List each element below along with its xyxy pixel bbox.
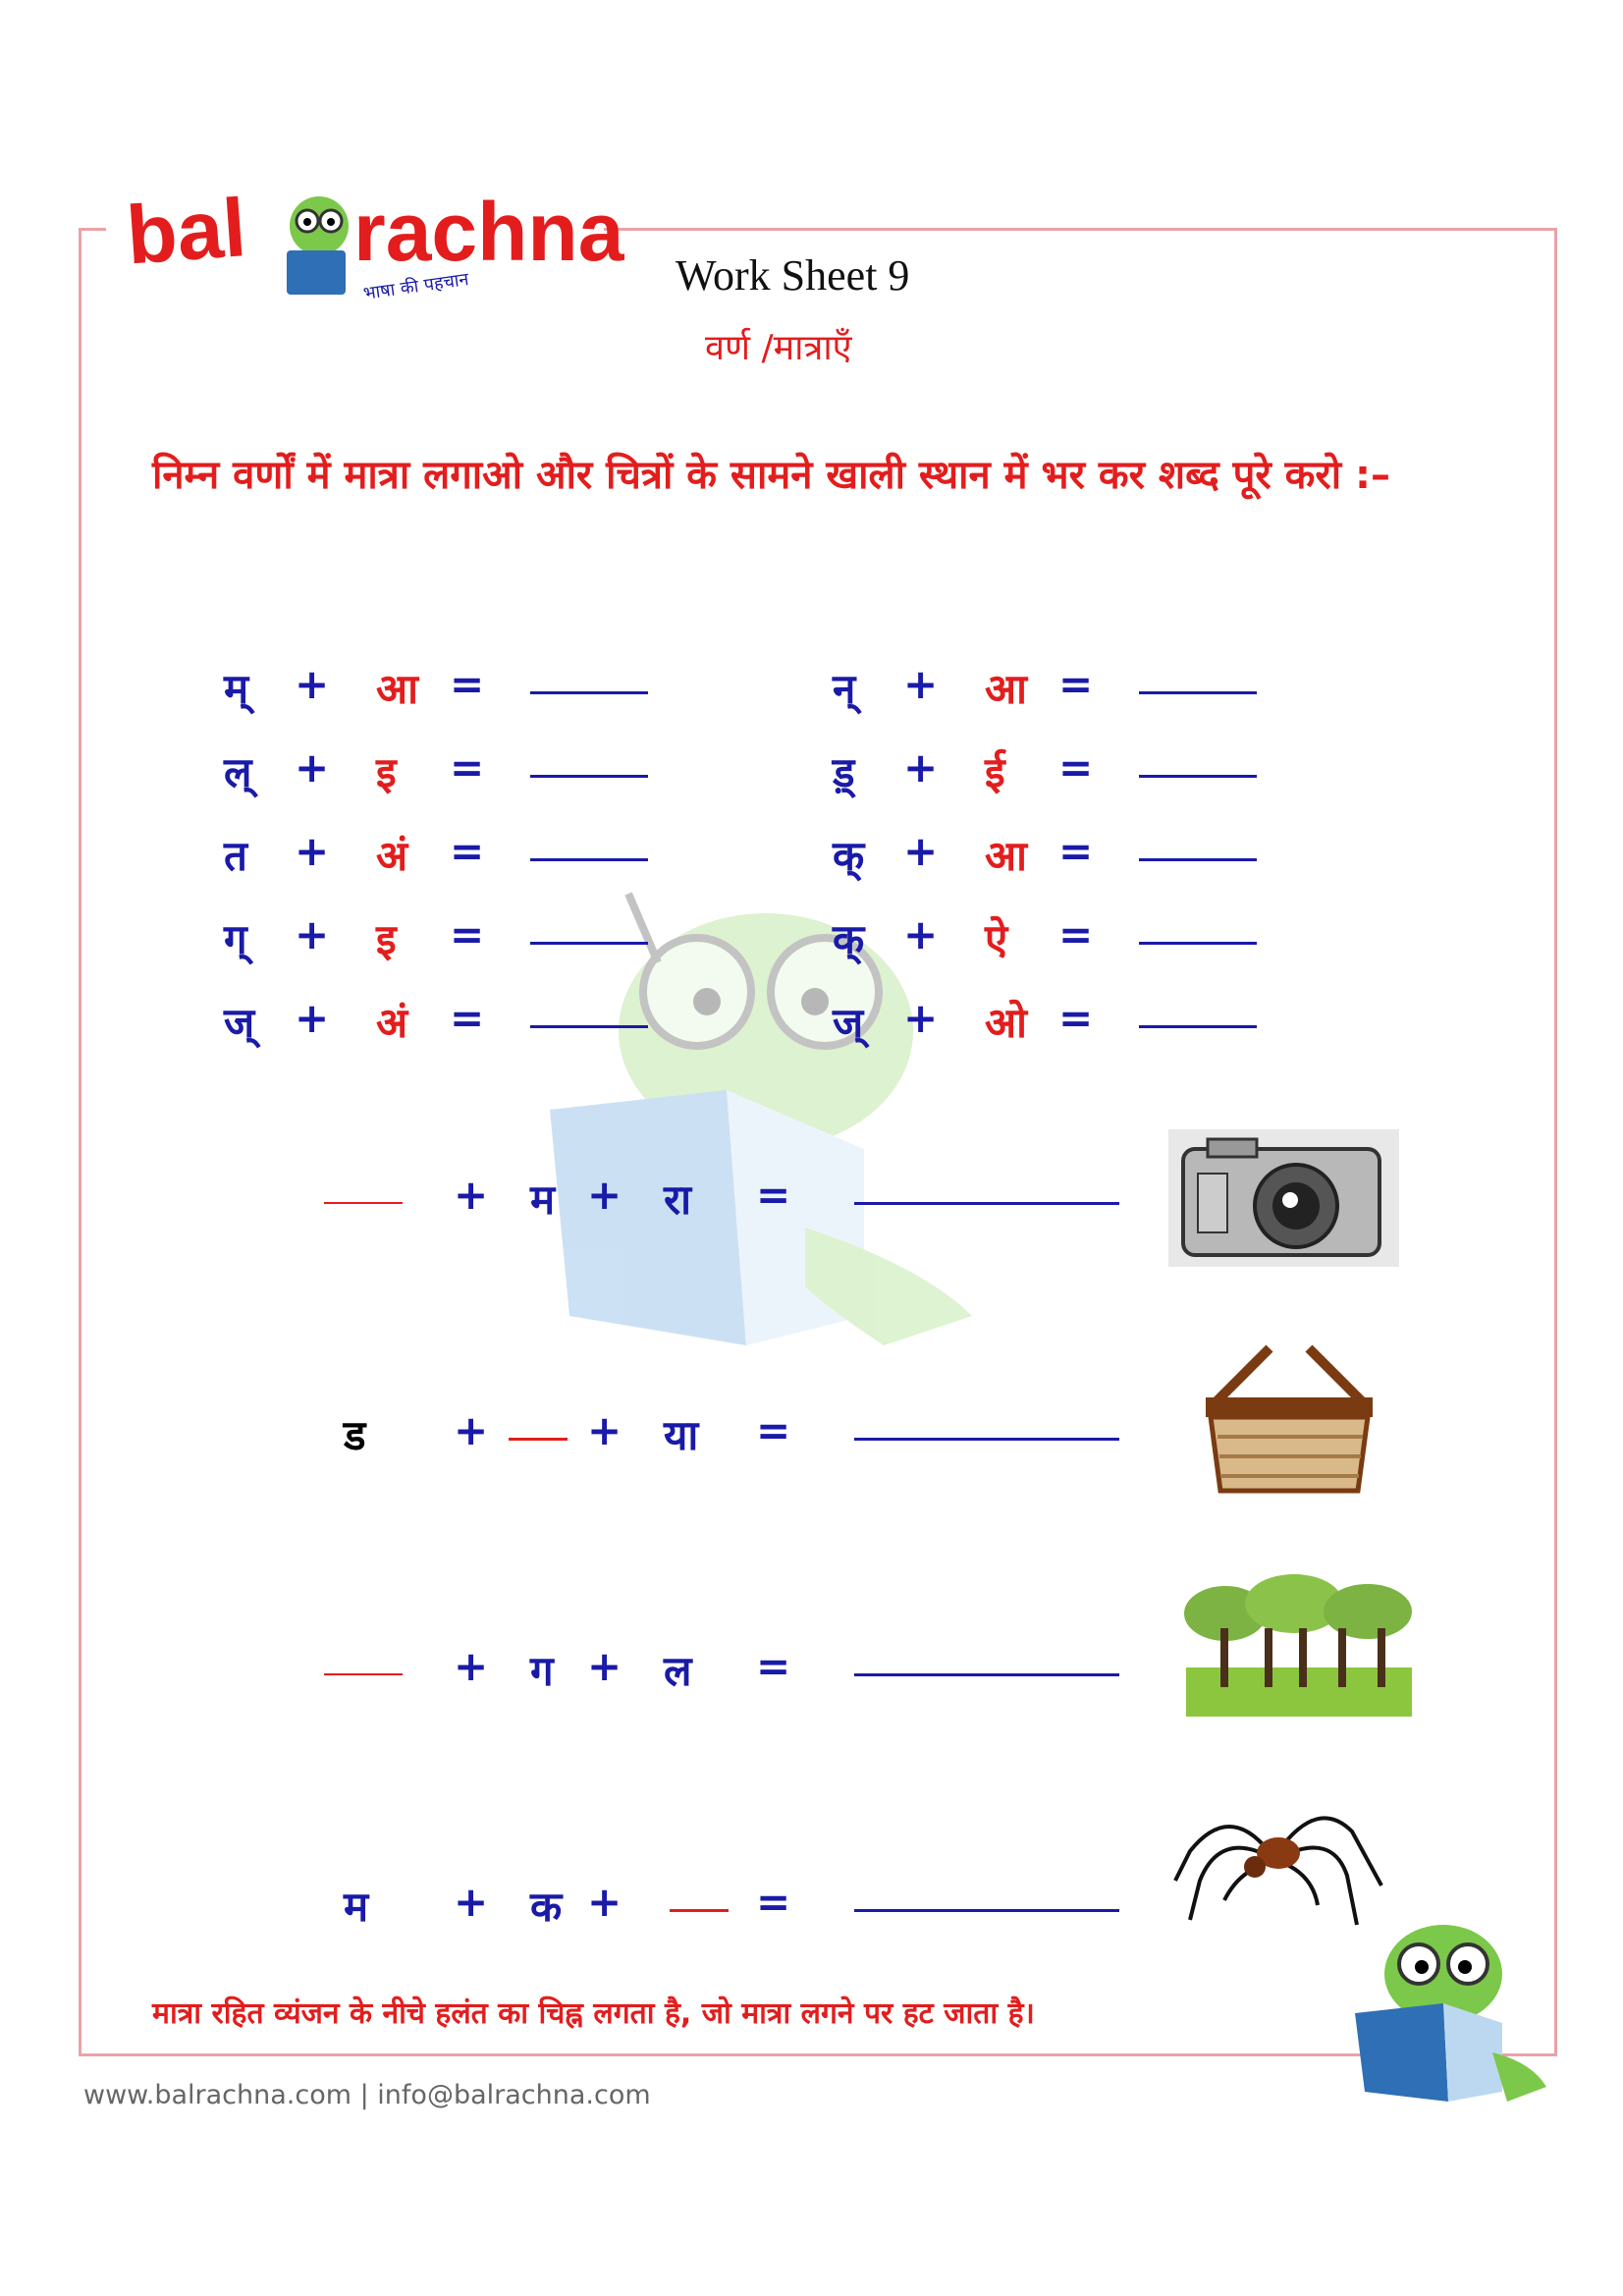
- footer-contact: www.balrachna.com | info@balrachna.com: [83, 2080, 651, 2110]
- right-vowel-4: ओ: [985, 999, 1027, 1047]
- left-equals-1: =: [450, 743, 485, 792]
- pic-row-0-part1-blank: [324, 1202, 403, 1204]
- pic-row-3-plus-2: +: [587, 1878, 622, 1926]
- left-vowel-2: अं: [376, 832, 408, 880]
- pic-row-2-equals: =: [756, 1642, 791, 1690]
- right-answer-blank-0: [1139, 691, 1257, 694]
- pic-row-1-part2-blank: [509, 1438, 568, 1441]
- left-equals-2: =: [450, 827, 485, 875]
- balrachna-logo: [118, 167, 624, 314]
- right-plus-4: +: [903, 994, 939, 1042]
- right-consonant-4: ज्: [833, 999, 864, 1047]
- pic-row-3-part3-blank: [670, 1909, 729, 1912]
- left-consonant-2: त: [224, 832, 247, 880]
- left-consonant-3: ग्: [224, 915, 247, 963]
- pic-row-0-plus-2: +: [587, 1171, 622, 1219]
- left-answer-blank-3: [530, 942, 648, 945]
- pic-row-1-plus-1: +: [454, 1406, 489, 1454]
- right-plus-1: +: [903, 743, 939, 792]
- left-vowel-0: आ: [376, 665, 418, 713]
- basket-image: [1196, 1343, 1382, 1501]
- pic-row-3-part2: क: [530, 1883, 563, 1931]
- worksheet-title: Work Sheet 9: [676, 251, 910, 300]
- frame-top-right: [604, 228, 1557, 231]
- right-equals-2: =: [1058, 827, 1094, 875]
- right-vowel-2: आ: [985, 832, 1027, 880]
- left-answer-blank-1: [530, 775, 648, 778]
- pic-row-3-equals: =: [756, 1878, 791, 1926]
- camera-image: [1168, 1129, 1399, 1267]
- left-vowel-4: अं: [376, 999, 408, 1047]
- pic-row-0-part3: रा: [664, 1175, 692, 1224]
- right-equals-4: =: [1058, 994, 1094, 1042]
- pic-row-1-equals: =: [756, 1406, 791, 1454]
- right-answer-blank-3: [1139, 942, 1257, 945]
- pic-row-0-answer-blank: [854, 1202, 1119, 1205]
- pic-row-2-part2: ग: [530, 1647, 554, 1695]
- right-answer-blank-4: [1139, 1025, 1257, 1028]
- right-equals-0: =: [1058, 660, 1094, 708]
- pic-row-3-plus-1: +: [454, 1878, 489, 1926]
- right-consonant-1: ड़्: [833, 748, 855, 796]
- svg-text:rachna: rachna: [353, 186, 624, 278]
- left-consonant-1: ल्: [224, 748, 252, 796]
- pic-row-2-plus-2: +: [587, 1642, 622, 1690]
- left-consonant-0: म्: [224, 665, 249, 713]
- note-text: मात्रा रहित व्यंजन के नीचे हलंत का चिह्न लगता है, जो मात्रा लगने पर हट जाता है।: [152, 1996, 1035, 2031]
- right-equals-1: =: [1058, 743, 1094, 792]
- left-plus-2: +: [295, 827, 330, 875]
- pic-row-2-answer-blank: [854, 1673, 1119, 1676]
- svg-text:भाषा की पहचान: भाषा की पहचान: [361, 269, 470, 304]
- right-answer-blank-2: [1139, 858, 1257, 861]
- right-vowel-0: आ: [985, 665, 1027, 713]
- right-plus-0: +: [903, 660, 939, 708]
- pic-row-1-answer-blank: [854, 1438, 1119, 1441]
- right-answer-blank-1: [1139, 775, 1257, 778]
- right-plus-3: +: [903, 910, 939, 958]
- left-plus-0: +: [295, 660, 330, 708]
- left-plus-4: +: [295, 994, 330, 1042]
- instruction-text: निम्न वर्णों में मात्रा लगाओ और चित्रों के सामने खाली स्थान में भर कर शब्द पूरे करो :–: [152, 453, 1390, 498]
- right-consonant-2: क्: [833, 832, 865, 880]
- pic-row-1-plus-2: +: [587, 1406, 622, 1454]
- pic-row-0-part2: म: [530, 1175, 556, 1224]
- worksheet-subtitle: वर्ण /मात्राएँ: [705, 328, 852, 368]
- left-vowel-3: इ: [376, 915, 397, 963]
- pic-row-3-answer-blank: [854, 1909, 1119, 1912]
- pic-row-2-plus-1: +: [454, 1642, 489, 1690]
- right-equals-3: =: [1058, 910, 1094, 958]
- right-consonant-3: क्: [833, 915, 865, 963]
- right-plus-2: +: [903, 827, 939, 875]
- mascot-corner-image: [1335, 1905, 1551, 2111]
- frame-top-left: [79, 228, 106, 231]
- left-answer-blank-2: [530, 858, 648, 861]
- right-vowel-3: ऐ: [985, 915, 1008, 963]
- left-equals-4: =: [450, 994, 485, 1042]
- right-consonant-0: न्: [833, 665, 856, 713]
- pic-row-2-part3: ल: [664, 1647, 692, 1695]
- right-vowel-1: ई: [985, 748, 1005, 796]
- left-consonant-4: ज्: [224, 999, 255, 1047]
- left-equals-3: =: [450, 910, 485, 958]
- left-plus-1: +: [295, 743, 330, 792]
- svg-text:bal: bal: [123, 181, 249, 282]
- left-equals-0: =: [450, 660, 485, 708]
- forest-image: [1186, 1574, 1412, 1717]
- pic-row-3-part1: म: [344, 1883, 369, 1931]
- left-answer-blank-0: [530, 691, 648, 694]
- left-vowel-1: इ: [376, 748, 397, 796]
- left-plus-3: +: [295, 910, 330, 958]
- pic-row-0-equals: =: [756, 1171, 791, 1219]
- pic-row-1-part3: या: [664, 1411, 699, 1459]
- pic-row-1-part1: ड: [344, 1411, 366, 1459]
- left-answer-blank-4: [530, 1025, 648, 1028]
- pic-row-0-plus-1: +: [454, 1171, 489, 1219]
- pic-row-2-part1-blank: [324, 1673, 403, 1675]
